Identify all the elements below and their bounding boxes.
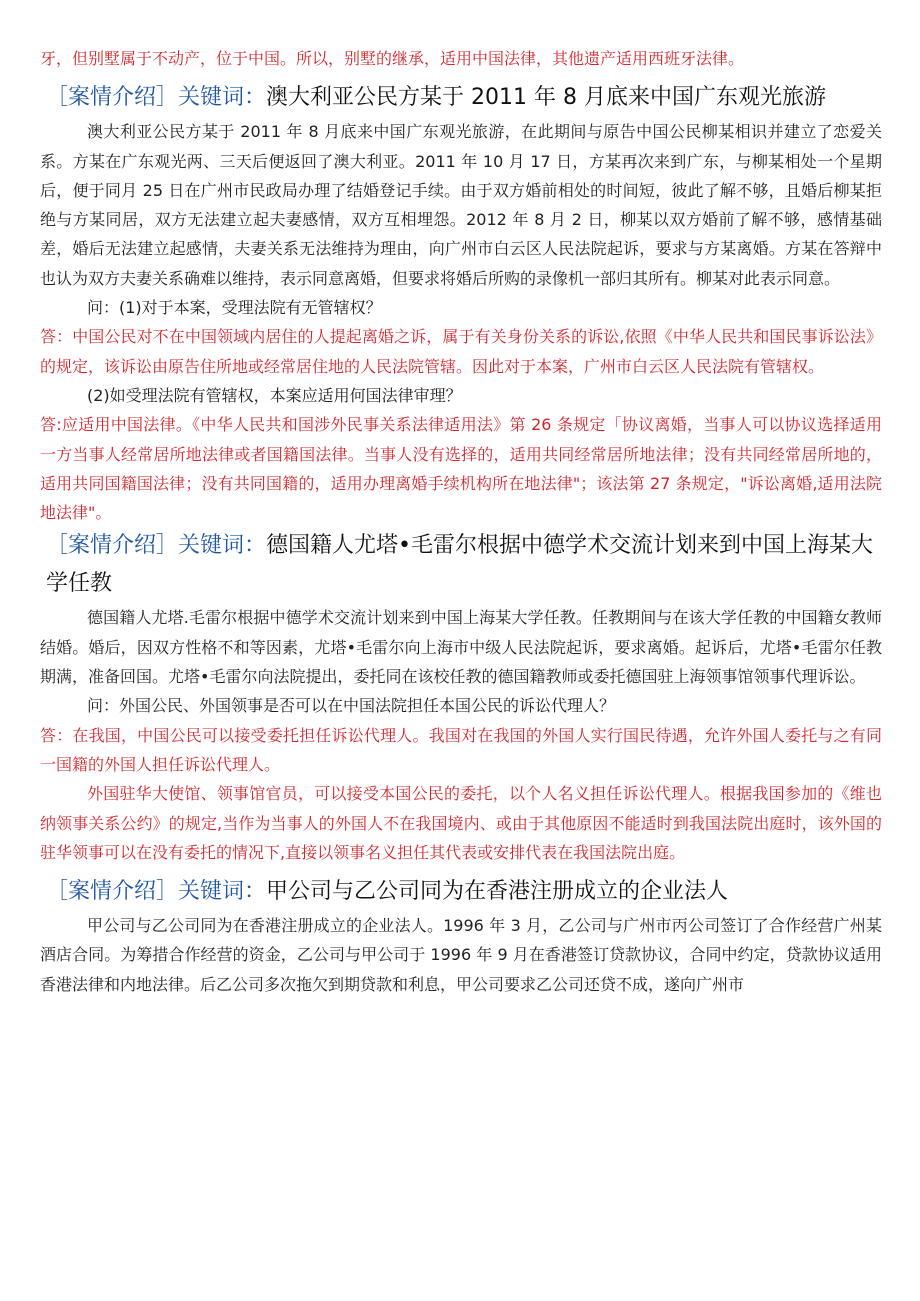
answer-2: 答:应适用中国法律。《中华人民共和国涉外民事关系法律适用法》第 26 条规定「协议离婚，当事人可以协议选择适用一方当事人经常居所地法律或者国籍国法律。当事人没有选择的，适用共同经常居所地法律；没有共同经常居所地的，适用共同国籍国法律；没有共同国籍的，适用办理离婚手续机构所在地法律"；该法第 27 条规定，"诉讼离婚,适用法院地法律"。 (40, 415, 882, 523)
case-section-3 (40, 873, 882, 999)
answer-1: 答：中国公民对不在中国领域内居住的人提起离婚之诉，属于有关身份关系的诉讼,依照《中华人民共和国民事诉讼法》的规定，该诉讼由原告住所地或经常居住地的人民法院管辖。因此对于本案，广州市白云区人民法院有管辖权。 (40, 327, 882, 376)
answer-1-continued: 外国驻华大使馆、领事馆官员，可以接受本国公民的委托，以个人名义担任诉讼代理人。根据我国参加的《维也纳领事关系公约》的规定,当作为当事人的外国人不在我国境内、或由于其他原因不能适时到我国法院出庭时，该外国的驻华领事可以在没有委托的情况下,直接以领事名义担任其代表或安排代表在我国法院出庭。 (40, 784, 882, 862)
case-heading (40, 873, 882, 911)
case-title: 澳大利亚公民方某于 2011 年 8 月底来中国广东观光旅游 (266, 85, 826, 111)
question-1: 问：外国公民、外国领事是否可以在中国法院担任本国公民的诉讼代理人？ (87, 696, 616, 716)
case-body: 甲公司与乙公司同为在香港注册成立的企业法人。1996 年 3 月，乙公司与广州市丙公司签订了合作经营广州某酒店合同。为筹措合作经营的资金，乙公司与甲公司于 1996 年 9 月在香港签订贷款协议，合同中约定，贷款协议适用香港法律和内地法律。后乙公司多次拖欠到期贷款和利息，甲公司要求乙公司还贷不成，遂向广州市 (40, 916, 882, 994)
case-title: 德国籍人尤塔•毛雷尔根据中德学术交流计划来到中国上海某大学任教 (46, 533, 873, 597)
case-heading (40, 79, 882, 117)
case-tag: ［案情介绍］关键词： (46, 533, 267, 559)
case-title: 甲公司与乙公司同为在香港注册成立的企业法人 (266, 879, 729, 905)
question-1: 问：(1)对于本案，受理法院有无管辖权？ (87, 298, 382, 318)
document-page (40, 44, 882, 999)
case-heading (40, 527, 882, 603)
case-tag: ［案情介绍］关键词： (46, 85, 267, 111)
case-body: 德国籍人尤塔.毛雷尔根据中德学术交流计划来到中国上海某大学任教。任教期间与在该大学任教的中国籍女教师结婚。婚后，因双方性格不和等因素，尤塔•毛雷尔向上海市中级人民法院起诉，要求离婚。起诉后，尤塔•毛雷尔任教期满，准备回国。尤塔•毛雷尔向法院提出，委托同在该校任教的德国籍教师或委托德国驻上海领事馆领事代理诉讼。 (40, 608, 882, 687)
case-tag: ［案情介绍］关键词： (46, 879, 267, 905)
case-body: 澳大利亚公民方某于 2011 年 8 月底来中国广东观光旅游，在此期间与原告中国公民柳某相识并建立了恋爱关系。方某在广东观光两、三天后便返回了澳大利亚。2011 年 10 月 17 日，方某再次来到广东，与柳某相处一个星期后，便于同月 25 日在广州市民政局办理了结婚登记手续。由于双方婚前相处的时间短，彼此了解不够，且婚后柳某拒绝与方某同居，双方无法建立起夫妻感情，双方互相埋怨。2012 年 8 月 2 日，柳某以双方婚前了解不够，感情基础差，婚后无法建立起感情，夫妻关系无法维持为理由，向广州市白云区人民法院起诉，要求与方某离婚。方某在答辩中也认为双方夫妻关系确难以维持，表示同意离婚，但要求将婚后所购的录像机一部归其所有。柳某对此表示同意。 (40, 122, 882, 288)
case-section-1 (40, 79, 882, 527)
question-2: (2)如受理法院有管辖权，本案应适用何国法律审理？ (87, 385, 462, 405)
intro-answer-line: 牙，但别墅属于不动产，位于中国。所以，别墅的继承，适用中国法律，其他遗产适用西班牙法律。 (40, 49, 745, 68)
case-section-2 (40, 527, 882, 867)
answer-1: 答：在我国，中国公民可以接受委托担任诉讼代理人。我国对在我国的外国人实行国民待遇，允许外国人委托与之有同一国籍的外国人担任诉讼代理人。 (40, 725, 882, 774)
